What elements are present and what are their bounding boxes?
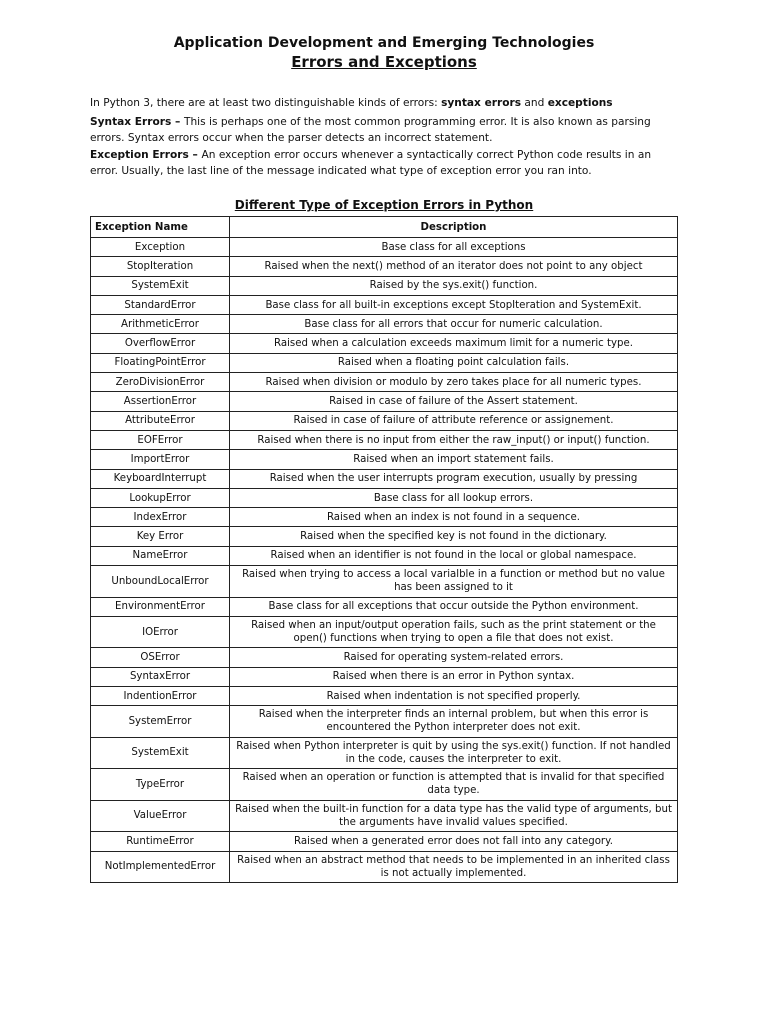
table-body	[91, 238, 678, 883]
intro-term-exceptions: exceptions	[547, 97, 613, 109]
exception-name-cell: UnboundLocalError	[91, 566, 230, 598]
exception-description-cell: Raised when the specified key is not found in the dictionary.	[230, 527, 678, 546]
exception-name-cell: EOFError	[91, 430, 230, 449]
exception-description-cell: Base class for all lookup errors.	[230, 488, 678, 507]
exception-name-cell: AttributeError	[91, 411, 230, 430]
document-subtitle: Errors and Exceptions	[291, 53, 477, 71]
exception-name-cell: Key Error	[91, 527, 230, 546]
table-row	[91, 276, 678, 295]
exception-description-cell: Raised by the sys.exit() function.	[230, 276, 678, 295]
exception-description-cell: Raised when indentation is not specified properly.	[230, 686, 678, 705]
exception-name-cell: SyntaxError	[91, 667, 230, 686]
document-title: Application Development and Emerging Technologies	[173, 35, 595, 51]
exception-name-cell: OverflowError	[91, 334, 230, 353]
exception-name-cell: ArithmeticError	[91, 315, 230, 334]
exception-paragraph	[90, 147, 682, 179]
exception-description-cell: Base class for all built-in exceptions except StopIteration and SystemExit.	[230, 295, 678, 314]
table-row	[91, 597, 678, 616]
table-row	[91, 295, 678, 314]
table-row	[91, 392, 678, 411]
table-row	[91, 315, 678, 334]
exception-name-cell: SystemError	[91, 706, 230, 738]
intro-paragraph	[90, 95, 682, 111]
exception-description-cell: Raised when an abstract method that needs to be implemented in an inherited class is not actually implemented.	[230, 851, 678, 883]
exception-description-cell: Base class for all exceptions	[230, 238, 678, 257]
exception-text: An exception error occurs whenever a syntactically correct Python code results in an error. Usually, the last line of the message indicated what type of exception error you ran into.	[90, 149, 652, 177]
table-row	[91, 488, 678, 507]
table-title: Different Type of Exception Errors in Python	[234, 198, 534, 212]
intro-text: In Python 3, there are at least two distinguishable kinds of errors:	[90, 97, 442, 109]
table-row	[91, 737, 678, 769]
exception-description-cell: Raised when the user interrupts program execution, usually by pressing	[230, 469, 678, 488]
exception-name-cell: NameError	[91, 546, 230, 565]
exception-name-cell: OSError	[91, 648, 230, 667]
exception-name-cell: KeyboardInterrupt	[91, 469, 230, 488]
exception-description-cell: Base class for all errors that occur for numeric calculation.	[230, 315, 678, 334]
exception-description-cell: Raised when a calculation exceeds maximum limit for a numeric type.	[230, 334, 678, 353]
exception-description-cell: Base class for all exceptions that occur outside the Python environment.	[230, 597, 678, 616]
exception-name-cell: TypeError	[91, 769, 230, 801]
exception-name-cell: ImportError	[91, 450, 230, 469]
table-row	[91, 373, 678, 392]
table-row	[91, 546, 678, 565]
table-row	[91, 430, 678, 449]
exception-name-cell: LookupError	[91, 488, 230, 507]
table-row	[91, 686, 678, 705]
exception-name-cell: IndexError	[91, 508, 230, 527]
exception-description-cell: Raised when there is no input from either the raw_input() or input() function.	[230, 430, 678, 449]
table-row	[91, 667, 678, 686]
exception-name-cell: RuntimeError	[91, 832, 230, 851]
table-row	[91, 566, 678, 598]
exception-description-cell: Raised when there is an error in Python syntax.	[230, 667, 678, 686]
exception-description-cell: Raised when an import statement fails.	[230, 450, 678, 469]
exception-description-cell: Raised when the built-in function for a data type has the valid type of arguments, but the arguments have invalid values specified.	[230, 800, 678, 832]
exception-description-cell: Raised when Python interpreter is quit by using the sys.exit() function. If not handled in the code, causes the interpreter to exit.	[230, 737, 678, 769]
table-row	[91, 832, 678, 851]
exception-name-cell: SystemExit	[91, 737, 230, 769]
exception-description-cell: Raised when an input/output operation fails, such as the print statement or the open() functions when trying to open a file that does not exist.	[230, 616, 678, 648]
table-row	[91, 851, 678, 883]
table-row	[91, 257, 678, 276]
exception-name-cell: AssertionError	[91, 392, 230, 411]
exception-description-cell: Raised in case of failure of the Assert statement.	[230, 392, 678, 411]
table-row	[91, 706, 678, 738]
exception-name-cell: EnvironmentError	[91, 597, 230, 616]
exception-name-cell: SystemExit	[91, 276, 230, 295]
column-header-name: Exception Name	[91, 217, 230, 238]
column-header-description: Description	[230, 217, 678, 238]
table-row	[91, 527, 678, 546]
exception-description-cell: Raised in case of failure of attribute reference or assignement.	[230, 411, 678, 430]
exception-name-cell: ValueError	[91, 800, 230, 832]
syntax-label: Syntax Errors –	[90, 116, 184, 128]
table-row	[91, 353, 678, 372]
exception-name-cell: StandardError	[91, 295, 230, 314]
exception-description-cell: Raised when the next() method of an iterator does not point to any object	[230, 257, 678, 276]
table-row	[91, 450, 678, 469]
table-header-row	[91, 217, 678, 238]
exception-description-cell: Raised when trying to access a local varialble in a function or method but no value has been assigned to it	[230, 566, 678, 598]
exception-name-cell: NotImplementedError	[91, 851, 230, 883]
table-row	[91, 469, 678, 488]
syntax-text: This is perhaps one of the most common programming error. It is also known as parsing errors. Syntax errors occur when the parser detects an incorrect statement.	[90, 116, 651, 144]
intro-term-syntax: syntax errors	[441, 97, 522, 109]
exception-table	[90, 216, 678, 883]
exception-name-cell: ZeroDivisionError	[91, 373, 230, 392]
exception-label: Exception Errors –	[90, 149, 202, 161]
exception-description-cell: Raised when an operation or function is attempted that is invalid for that specified data type.	[230, 769, 678, 801]
table-row	[91, 334, 678, 353]
table-row	[91, 411, 678, 430]
exception-description-cell: Raised when division or modulo by zero takes place for all numeric types.	[230, 373, 678, 392]
exception-name-cell: IndentionError	[91, 686, 230, 705]
syntax-paragraph	[90, 114, 682, 146]
exception-name-cell: StopIteration	[91, 257, 230, 276]
exception-description-cell: Raised when a generated error does not fall into any category.	[230, 832, 678, 851]
exception-description-cell: Raised for operating system-related errors.	[230, 648, 678, 667]
exception-description-cell: Raised when an index is not found in a sequence.	[230, 508, 678, 527]
exception-name-cell: IOError	[91, 616, 230, 648]
table-row	[91, 800, 678, 832]
table-row	[91, 616, 678, 648]
table-row	[91, 648, 678, 667]
exception-description-cell: Raised when a floating point calculation fails.	[230, 353, 678, 372]
exception-name-cell: FloatingPointError	[91, 353, 230, 372]
exception-description-cell: Raised when the interpreter finds an internal problem, but when this error is encountered the Python interpreter does not exit.	[230, 706, 678, 738]
exception-description-cell: Raised when an identifier is not found in the local or global namespace.	[230, 546, 678, 565]
table-row	[91, 769, 678, 801]
intro-and: and	[521, 97, 548, 109]
table-row	[91, 238, 678, 257]
table-row	[91, 508, 678, 527]
exception-name-cell: Exception	[91, 238, 230, 257]
